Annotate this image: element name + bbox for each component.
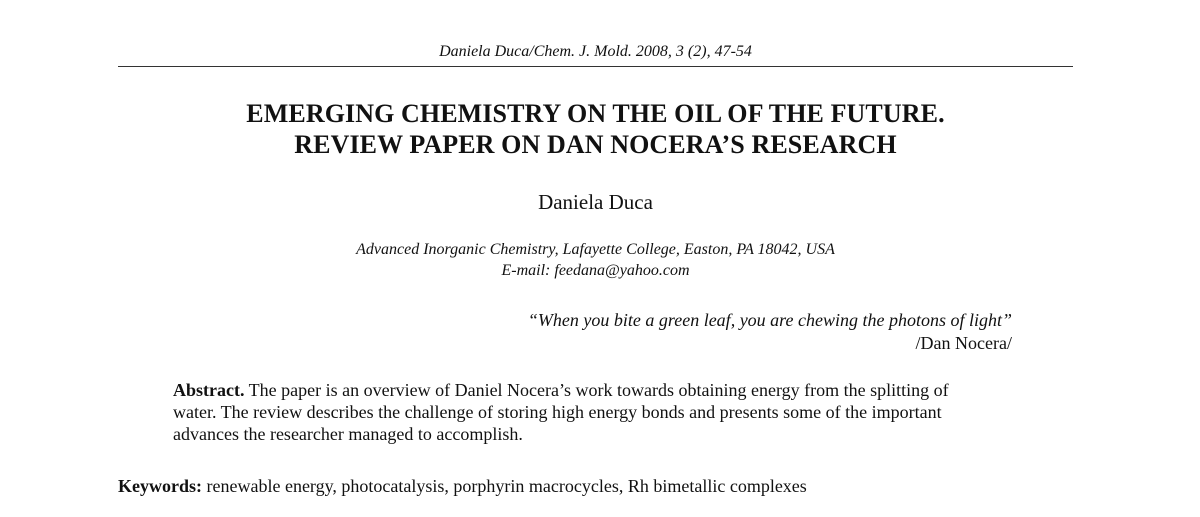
header-rule [118, 66, 1073, 67]
author-name: Daniela Duca [538, 190, 653, 214]
abstract-line-1 [173, 379, 1023, 401]
paper-title-line-2: REVIEW PAPER ON DAN NOCERA’S RESEARCH [294, 130, 897, 159]
affiliation-email: E-mail: feedana@yahoo.com [501, 262, 690, 279]
affiliation-institution: Advanced Inorganic Chemistry, Lafayette College, Easton, PA 18042, USA [356, 241, 835, 258]
abstract [173, 379, 1023, 445]
epigraph-attribution: /Dan Nocera/ [915, 333, 1012, 353]
author-affiliation [118, 239, 1073, 281]
paper-title [118, 98, 1073, 160]
epigraph-quote: “When you bite a green leaf, you are chewing the photons of light” [527, 310, 1012, 330]
keywords-text: renewable energy, photocatalysis, porphyrin macrocycles, Rh bimetallic complexes [202, 476, 807, 496]
paper-title-line-1: EMERGING CHEMISTRY ON THE OIL OF THE FUTURE. [246, 99, 945, 128]
epigraph [400, 309, 1012, 355]
abstract-label: Abstract. [173, 380, 245, 400]
abstract-line-3: advances the researcher managed to accomplish. [173, 424, 523, 444]
keywords-label: Keywords: [118, 476, 202, 496]
keywords [118, 475, 1073, 497]
abstract-text-1: The paper is an overview of Daniel Nocera’s work towards obtaining energy from the splitting of [244, 380, 949, 400]
abstract-line-2: water. The review describes the challenge of storing high energy bonds and presents some of the important [173, 402, 942, 422]
running-header: Daniela Duca/Chem. J. Mold. 2008, 3 (2), 47-54 [439, 43, 752, 60]
